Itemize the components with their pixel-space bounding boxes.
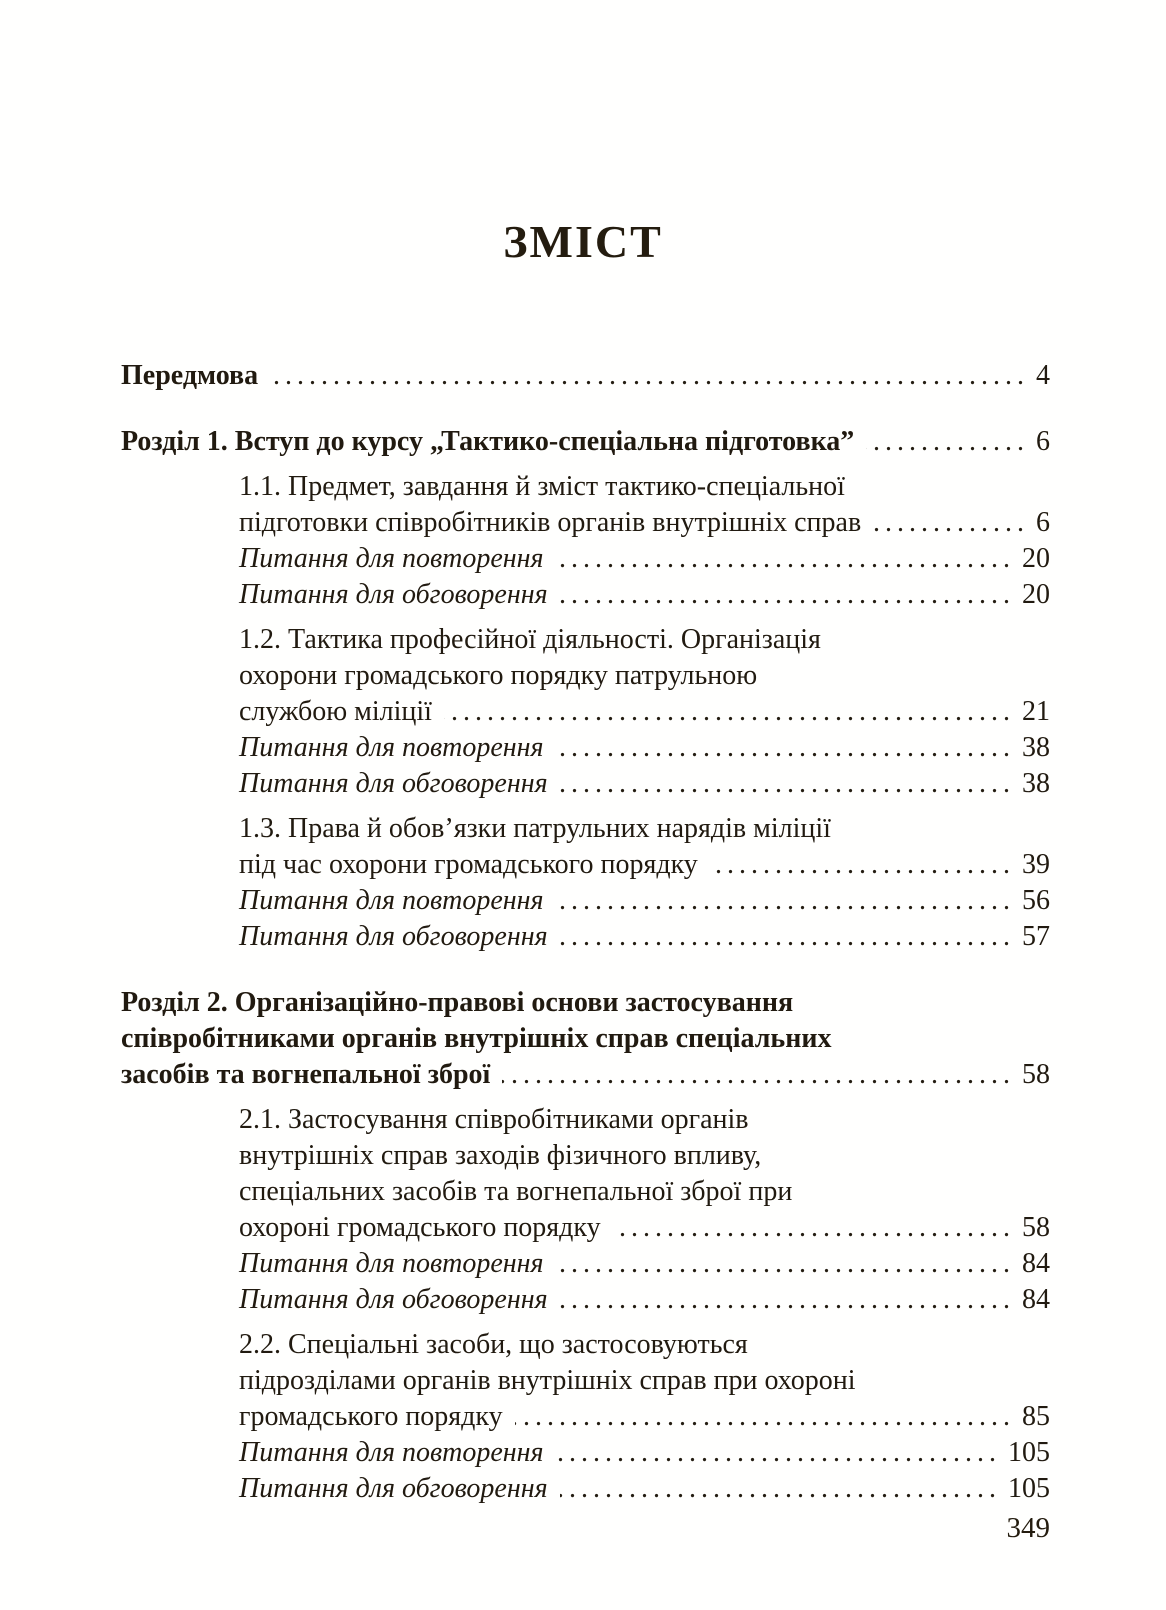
- toc-entry: [121, 424, 1050, 460]
- toc-line: [239, 1138, 1050, 1174]
- dot-leader: [710, 847, 1015, 883]
- toc-line: [239, 694, 1050, 730]
- toc-entry-text: охорони громадського порядку патрульною: [239, 660, 758, 691]
- dot-leader: [502, 1057, 1015, 1093]
- toc-line: [239, 1327, 1050, 1363]
- toc-entry-text: засобів та вогнепальної зброї: [121, 1059, 491, 1090]
- toc-line: [239, 730, 1050, 766]
- toc-entry: [121, 1102, 1050, 1246]
- toc-line: [239, 883, 1050, 919]
- dot-leader: [613, 1210, 1015, 1246]
- toc-line: [239, 505, 1050, 541]
- toc-entry-text: Розділ 1. Вступ до курсу „Тактико-спеціальна підготовка”: [121, 426, 855, 457]
- toc-entry: [121, 730, 1050, 766]
- toc-entry: [121, 1282, 1050, 1318]
- dot-leader: [560, 577, 1015, 613]
- dot-leader: [556, 730, 1015, 766]
- toc-line: [239, 1399, 1050, 1435]
- toc-line: [239, 577, 1050, 613]
- toc-entry-text: 1.2. Тактика професійної діяльності. Організація: [239, 624, 821, 655]
- toc-entry-text: Питання для повторення: [239, 543, 544, 574]
- toc-entry-text: Питання для обговорення: [239, 1284, 548, 1315]
- dot-leader: [556, 883, 1015, 919]
- toc-line: [239, 541, 1050, 577]
- toc-page-ref: 84: [1022, 1248, 1050, 1279]
- toc-entry-text: Питання для повторення: [239, 1437, 544, 1468]
- toc-entry: [121, 985, 1050, 1093]
- toc-entry-text: внутрішніх справ заходів фізичного впливу,: [239, 1140, 762, 1171]
- toc-entry-text: Розділ 2. Організаційно-правові основи застосування: [121, 987, 794, 1018]
- toc-line: [239, 811, 1050, 847]
- toc-page-ref: 6: [1036, 426, 1050, 457]
- toc-entry: [121, 358, 1050, 394]
- toc-line: [239, 1102, 1050, 1138]
- toc-entry-text: Питання для повторення: [239, 732, 544, 763]
- toc-line: [239, 1174, 1050, 1210]
- toc-page-ref: 20: [1022, 543, 1050, 574]
- toc-page-ref: 105: [1008, 1437, 1050, 1468]
- toc-line: [239, 919, 1050, 955]
- toc-line: [239, 658, 1050, 694]
- toc-entry-text: Питання для обговорення: [239, 921, 548, 952]
- toc-entry-text: Питання для повторення: [239, 885, 544, 916]
- toc-entry-text: співробітниками органів внутрішніх справ спеціальних: [121, 1023, 832, 1054]
- toc-line: [239, 847, 1050, 883]
- toc-entry-text: Питання для обговорення: [239, 1473, 548, 1504]
- toc-entry: [121, 577, 1050, 613]
- toc-page-ref: 58: [1022, 1059, 1050, 1090]
- toc-entry: [121, 883, 1050, 919]
- toc-line: [121, 1021, 1050, 1057]
- toc-entry-text: 2.1. Застосування співробітниками органів: [239, 1104, 749, 1135]
- toc-line: [239, 1246, 1050, 1282]
- toc-entry-text: під час охорони громадського порядку: [239, 849, 698, 880]
- toc-entry-text: 1.3. Права й обов’язки патрульних нарядів міліції: [239, 813, 831, 844]
- dot-leader: [556, 1435, 1001, 1471]
- toc-entry-text: Передмова: [121, 360, 259, 391]
- dot-leader: [556, 541, 1015, 577]
- toc-line: [239, 1435, 1050, 1471]
- page-title: ЗМІСТ: [503, 216, 663, 267]
- toc-entry: [121, 919, 1050, 955]
- dot-leader: [560, 919, 1015, 955]
- toc-entry-text: 1.1. Предмет, завдання й зміст тактико-спеціальної: [239, 471, 845, 502]
- dot-leader: [556, 1246, 1015, 1282]
- dot-leader: [560, 1471, 1001, 1507]
- toc-entry: [121, 811, 1050, 883]
- dot-leader: [270, 358, 1029, 394]
- toc-page-ref: 4: [1036, 360, 1050, 391]
- toc-page-ref: 21: [1022, 696, 1050, 727]
- toc-entry-text: громадського порядку: [239, 1401, 503, 1432]
- toc-entry-text: спеціальних засобів та вогнепальної зброї при: [239, 1176, 793, 1207]
- toc-line: [239, 1210, 1050, 1246]
- toc-list: [0, 358, 1166, 1507]
- toc-line: [239, 469, 1050, 505]
- toc-line: [239, 622, 1050, 658]
- toc-entry: [121, 766, 1050, 802]
- toc-entry: [121, 1246, 1050, 1282]
- toc-line: [121, 985, 1050, 1021]
- toc-line: [239, 1471, 1050, 1507]
- toc-page-ref: 85: [1022, 1401, 1050, 1432]
- toc-page-ref: 57: [1022, 921, 1050, 952]
- toc-entry-text: підрозділами органів внутрішніх справ при охороні: [239, 1365, 856, 1396]
- toc-entry: [121, 622, 1050, 730]
- toc-page-ref: 56: [1022, 885, 1050, 916]
- toc-line: [239, 766, 1050, 802]
- toc-page-ref: 20: [1022, 579, 1050, 610]
- toc-line: [239, 1363, 1050, 1399]
- toc-page-ref: 38: [1022, 768, 1050, 799]
- toc-entry-text: службою міліції: [239, 696, 432, 727]
- toc-entry: [121, 1471, 1050, 1507]
- toc-line: [121, 358, 1050, 394]
- toc-entry: [121, 469, 1050, 541]
- toc-line: [239, 1282, 1050, 1318]
- toc-entry-text: Питання для повторення: [239, 1248, 544, 1279]
- page-number: 349: [1006, 1512, 1050, 1544]
- toc-line: [121, 424, 1050, 460]
- toc-page-ref: 38: [1022, 732, 1050, 763]
- toc-line: [121, 1057, 1050, 1093]
- toc-entry-text: охороні громадського порядку: [239, 1212, 601, 1243]
- toc-entry-text: Питання для обговорення: [239, 768, 548, 799]
- dot-leader: [515, 1399, 1015, 1435]
- toc-entry-text: підготовки співробітників органів внутрішніх справ: [239, 507, 862, 538]
- toc-page-ref: 58: [1022, 1212, 1050, 1243]
- dot-leader: [560, 766, 1015, 802]
- toc-entry: [121, 1435, 1050, 1471]
- dot-leader: [873, 505, 1029, 541]
- toc-page-ref: 39: [1022, 849, 1050, 880]
- toc-entry: [121, 541, 1050, 577]
- toc-page-ref: 6: [1036, 507, 1050, 538]
- dot-leader: [866, 424, 1029, 460]
- dot-leader: [444, 694, 1015, 730]
- toc-page-ref: 84: [1022, 1284, 1050, 1315]
- toc-entry-text: 2.2. Спеціальні засоби, що застосовуються: [239, 1329, 748, 1360]
- dot-leader: [560, 1282, 1015, 1318]
- toc-entry-text: Питання для обговорення: [239, 579, 548, 610]
- toc-entry: [121, 1327, 1050, 1435]
- toc-page-ref: 105: [1008, 1473, 1050, 1504]
